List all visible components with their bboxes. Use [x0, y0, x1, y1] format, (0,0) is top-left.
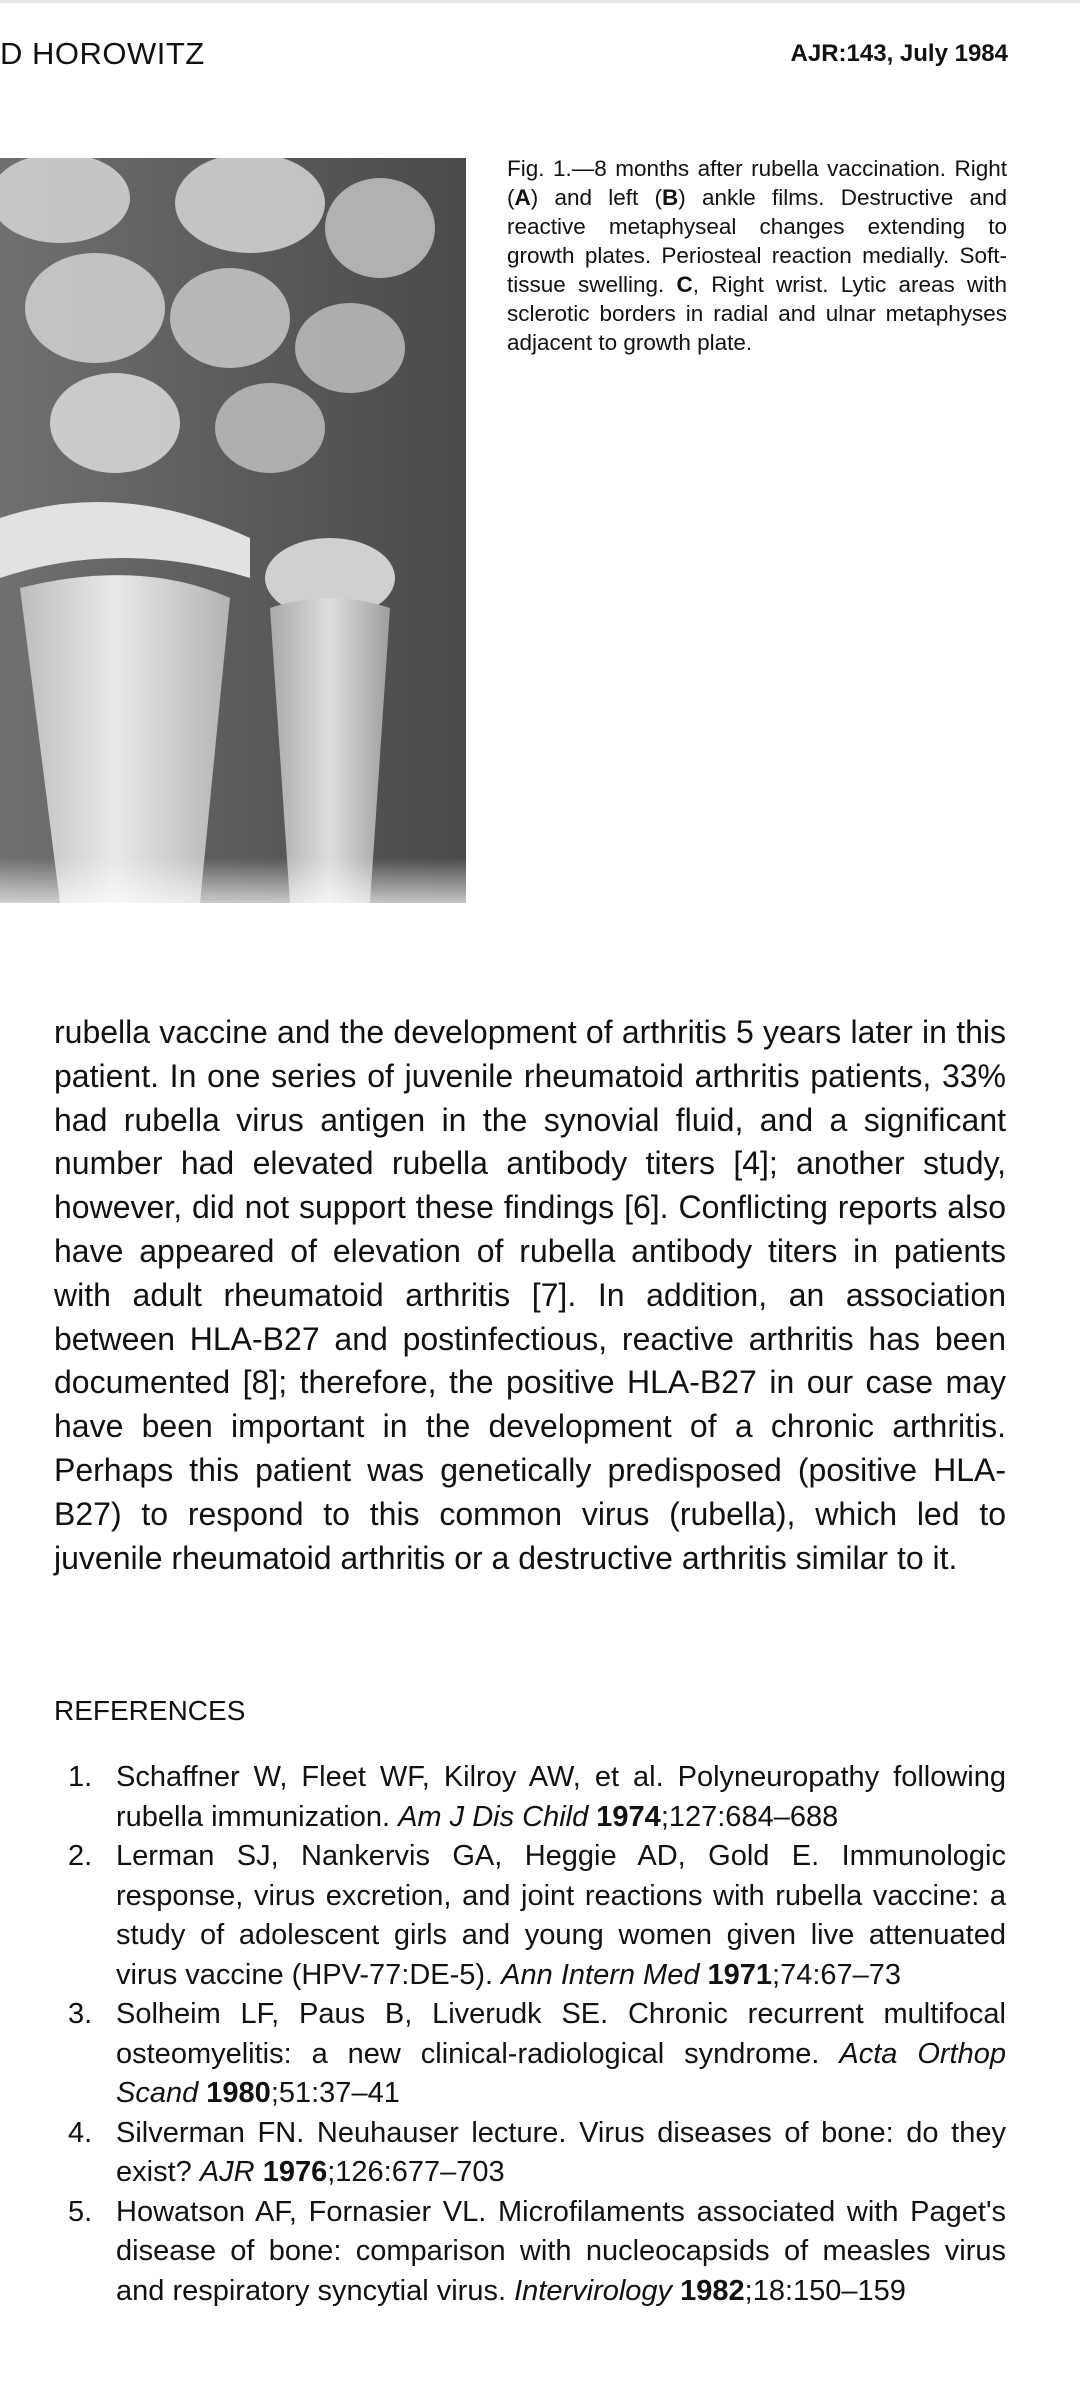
- reference-pages: ;51:37–41: [270, 2077, 400, 2109]
- reference-pages: ;126:677–703: [327, 2156, 505, 2188]
- wrist-radiograph-image: [0, 158, 466, 940]
- journal-citation: AJR:143, July 1984: [790, 40, 1008, 67]
- reference-journal: AJR: [199, 2156, 255, 2188]
- reference-pages: ;127:684–688: [660, 1800, 839, 1833]
- reference-journal: Ann Intern Med: [501, 1958, 700, 1991]
- reference-item: [54, 1758, 1006, 1837]
- body-paragraph: rubella vaccine and the development of arthritis 5 years later in this patient. In one series of juvenile rheumatoid arthritis patients, 33% had rubella virus antigen in the synovial fluid, and a significant number had elevated rubella antibody titers [4]; another study, however, did not support these findings [6]. Conflicting reports also have appeared of elevation of rubella antibody titers in patients with adult rheumatoid arthritis [7]. In addition, an association between HLA-B27 and postinfectious, reactive arthritis has been documented [8]; therefore, the positive HLA-B27 in our case may have been important in the development of a chronic arthritis. Perhaps this patient was genetically predisposed (positive HLA-B27) to respond to this common virus (rubella), which led to juvenile rheumatoid arthritis or a destructive arthritis similar to it.: [54, 1014, 1006, 1576]
- reference-text: Lerman SJ, Nankervis GA, Heggie AD, Gold E. Immunologic response, virus excretion, and joint reactions with rubella vaccine: a study of adolescent girls and young women given live attenuated virus vaccine (HPV-77:DE-5).: [116, 1840, 1006, 1991]
- reference-item: [54, 2193, 1006, 2312]
- reference-year: 1982: [680, 2274, 745, 2307]
- caption-panel-a: A: [514, 185, 531, 210]
- reference-pages: ;18:150–159: [744, 2274, 906, 2307]
- reference-text: Silverman FN. Neuhauser lecture. Virus diseases of bone: do they exist?: [116, 2116, 1006, 2188]
- reference-item: [54, 1995, 1006, 2114]
- reference-year: 1976: [262, 2156, 328, 2188]
- figure-caption: [507, 154, 1007, 357]
- reference-number: 1.: [68, 1761, 93, 1793]
- reference-number: 5.: [68, 2195, 93, 2228]
- reference-journal: Acta Orthop Scand: [116, 2037, 1006, 2109]
- caption-text: ) and left (: [530, 185, 662, 210]
- reference-number: 4.: [68, 2116, 93, 2149]
- reference-journal: Am J Dis Child: [398, 1800, 589, 1833]
- reference-year: 1974: [596, 1800, 661, 1833]
- reference-number: 2.: [68, 1840, 93, 1872]
- reference-text: Solheim LF, Paus B, Liverudk SE. Chronic recurrent multifocal osteomyelitis: a new clinical-radiological syndrome.: [116, 1998, 1006, 2070]
- reference-year: 1980: [206, 2077, 271, 2109]
- reference-text: Schaffner W, Fleet WF, Kilroy AW, et al. Polyneuropathy following rubella immunization.: [116, 1761, 1006, 1833]
- caption-panel-c: C: [676, 272, 693, 297]
- references-heading: REFERENCES: [54, 1695, 246, 1726]
- radiograph-icon: [0, 158, 466, 940]
- reference-pages: ;74:67–73: [772, 1958, 902, 1991]
- caption-text: —8 months after rubella vaccination. Right (: [507, 156, 1007, 210]
- running-head: D HOROWITZ: [0, 36, 205, 71]
- reference-item: [54, 1837, 1006, 1995]
- reference-item: [54, 2114, 1006, 2193]
- reference-year: 1971: [707, 1958, 773, 1991]
- caption-panel-b: B: [661, 185, 679, 210]
- reference-text: Howatson AF, Fornasier VL. Microfilaments associated with Paget's disease of bone: comparison with nucleocapsids of measles virus and respiratory syncytial virus.: [116, 2195, 1006, 2307]
- page-top-border: [0, 0, 1080, 3]
- reference-number: 3.: [68, 1998, 93, 2030]
- caption-text: ) ankle films. Destructive and reactive metaphyseal changes extending to growth plates. Periosteal reaction medially. Soft-tissue swelling.: [507, 185, 1007, 297]
- references-list: [54, 1758, 1006, 2311]
- reference-journal: Intervirology: [514, 2274, 673, 2307]
- caption-fig-label: Fig. 1.: [507, 156, 572, 181]
- caption-text: , Right wrist. Lytic areas with sclerotic borders in radial and ulnar metaphyses adjacent to growth plate.: [507, 272, 1007, 355]
